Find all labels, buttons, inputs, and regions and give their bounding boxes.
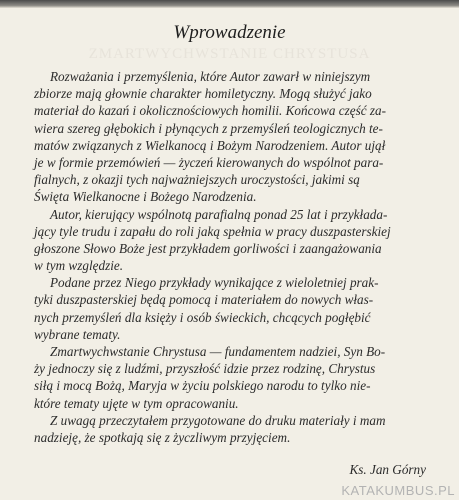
text-line: nadzieję, że spotkają się z życzliwym przyjęciem. [34, 429, 291, 445]
text-line: ży jednoczy się z ludźmi, przyszłość idzie przez rodzinę, Chrystus [34, 361, 376, 377]
text-line: w tym względzie. [34, 258, 124, 274]
text-line: tyki duszpasterskiej będą pomocą i materiałem do nowych włas- [34, 292, 374, 308]
text-line: Autor, kierujący wspólnotą parafialną ponad 25 lat i przykłada- [50, 206, 388, 222]
text-line: matów związanych z Wielkanocą i Bożym Narodzeniem. Autor ujął [34, 137, 386, 153]
text-line: które tematy ujęte w tym opracowaniu. [34, 395, 239, 411]
text-line: Rozważania i przemyślenia, które Autor zawarł w niniejszym [50, 69, 371, 84]
page-top-edge [0, 0, 459, 8]
text-line: wiera szereg głębokich i płynących z przemyśleń teologicznych te- [34, 120, 383, 136]
author-signature: Ks. Jan Górny [349, 462, 426, 477]
text-line: je w formie przemówień — życzeń kierowanych do wspólnot para- [34, 154, 384, 170]
header-bleed-through: ZMARTWYCHWSTANIE CHRYSTUSA [88, 46, 371, 62]
watermark-text: KATAKUMBUS.PL [341, 483, 455, 498]
text-line: Święta Wielkanocne i Bożego Narodzenia. [34, 189, 257, 205]
body-text [34, 68, 434, 446]
page-title: Wprowadzenie [173, 22, 286, 43]
text-line: Podane przez Niego przykłady wynikające z wieloletniej prak- [50, 275, 379, 291]
text-line: Zmartwychwstanie Chrystusa — fundamentem nadziei, Syn Bo- [50, 344, 386, 359]
text-line: głoszone Słowo Boże jest przykładem gorliwości i zaangażowania [34, 240, 382, 256]
text-line: siłą i mocą Bożą, Maryja w życiu polskiego narodu to tylko nie- [34, 378, 371, 394]
text-line: zbiorze mają głownie charakter homiletyczny. Mogą służyć jako [34, 86, 372, 102]
text-line: nych przemyśleń dla księży i osób świeckich, chcących pogłębić [34, 309, 371, 325]
text-line: Z uwagą przeczytałem przygotowane do druku materiały i mam [50, 412, 386, 428]
text-line: fialnych, z okazji tych najważniejszych uroczystości, jakimi są [34, 172, 360, 188]
text-line: jący tyle trudu i zapału do roli jaką spełnia w pracy duszpasterskiej [34, 223, 391, 239]
text-line: wybrane tematy. [34, 326, 121, 342]
text-line: materiał do kazań i okolicznościowych homilii. Końcowa część za- [34, 103, 386, 119]
